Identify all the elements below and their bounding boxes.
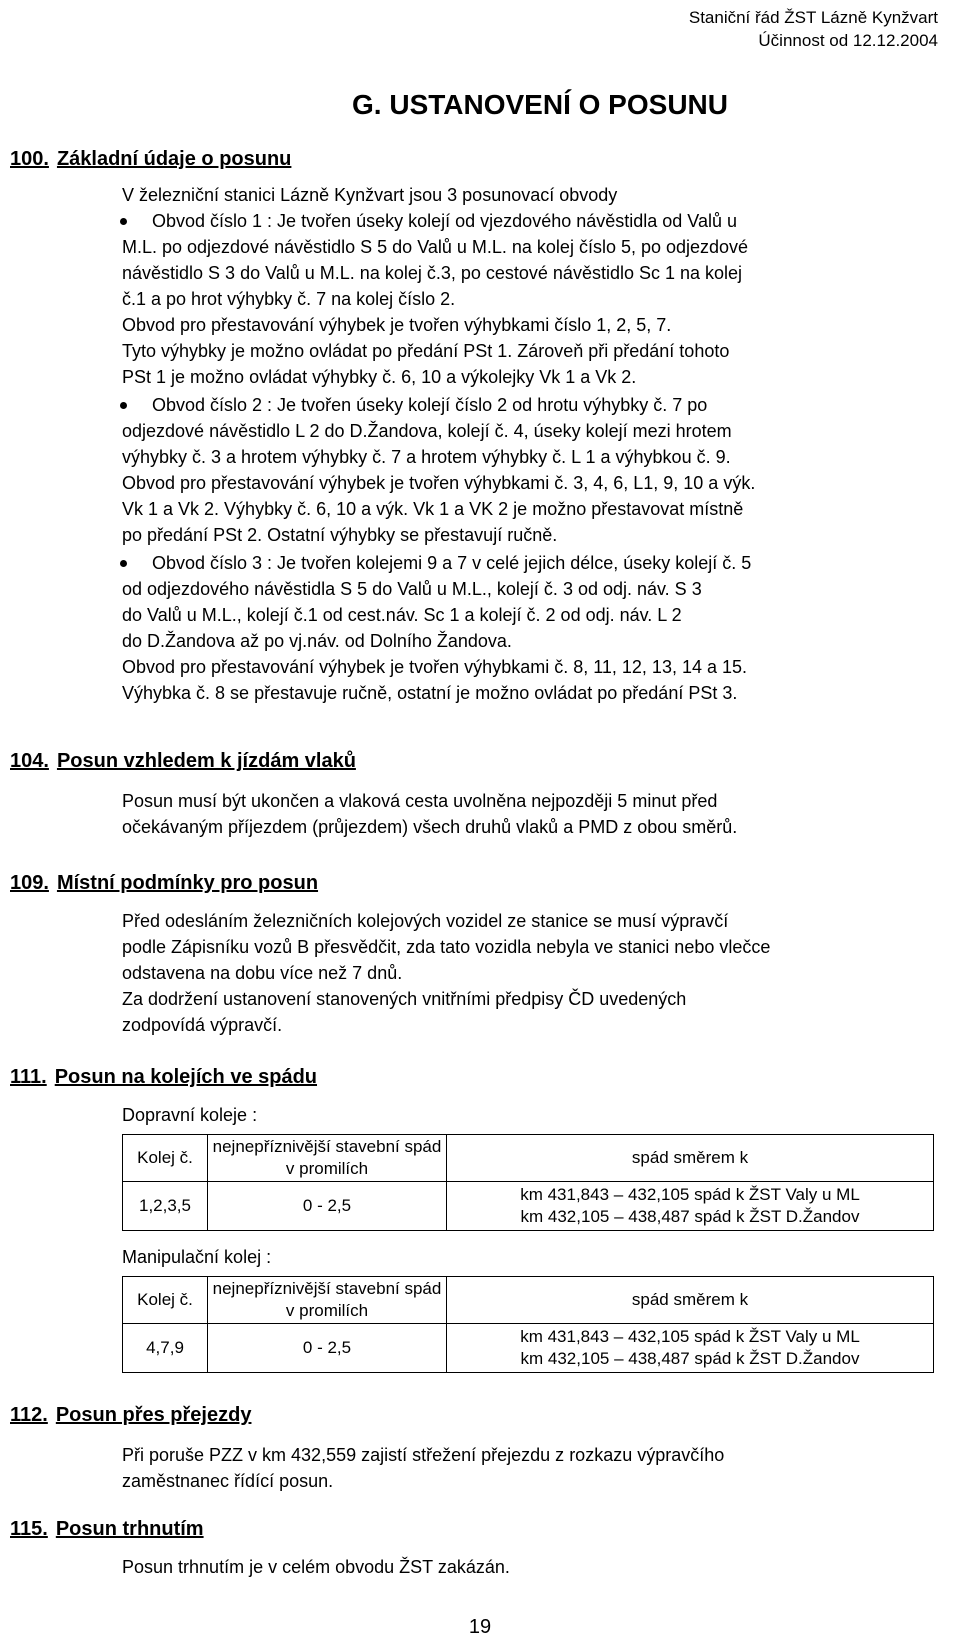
header-cell: Kolej č. — [123, 1135, 208, 1182]
text-line: Obvod číslo 1 : Je tvořen úseky kolejí od vjezdového návěstidla od Valů u — [152, 211, 738, 231]
text-line: Obvod pro přestavování výhybek je tvořen výhybkami č. 3, 4, 6, L1, 9, 10 a výk. — [122, 473, 756, 493]
text-line: odstavena na dobu více než 7 dnů. — [122, 963, 403, 983]
table-cell: 1,2,3,5 — [123, 1182, 208, 1231]
intro-text: V železniční stanici Lázně Kynžvart jsou 3 posunovací obvody — [122, 185, 618, 205]
table-cell — [447, 1324, 934, 1373]
table-cell — [447, 1182, 934, 1231]
text-line: zaměstnanec řídící posun. — [122, 1471, 334, 1491]
text-line: očekávaným příjezdem (průjezdem) všech druhů vlaků a PMD z obou směrů. — [122, 817, 738, 837]
text-line: Obvod číslo 2 : Je tvořen úseky kolejí číslo 2 od hrotu výhybky č. 7 po — [152, 395, 708, 415]
header-cell: nejnepříznivější stavební spád v promilích — [208, 1277, 447, 1324]
text-line: do Valů u M.L., kolejí č.1 od cest.náv. Sc 1 a kolejí č. 2 od odj. náv. L 2 — [122, 605, 682, 625]
header-cell: spád směrem k — [447, 1135, 934, 1182]
header-cell: Kolej č. — [123, 1277, 208, 1324]
section-title: Základní údaje o posunu — [56, 148, 292, 170]
header-cell: spád směrem k — [447, 1277, 934, 1324]
section-104-heading — [10, 748, 364, 774]
section-112-body — [122, 1442, 934, 1494]
table-header-row — [123, 1135, 934, 1182]
text-line: Posun trhnutím je v celém obvodu ŽST zakázán. — [122, 1557, 510, 1577]
text-line: Za dodržení ustanovení stanovených vnitřními předpisy ČD uvedených — [122, 989, 687, 1009]
section-number: 111. — [10, 1066, 47, 1088]
page-header — [689, 6, 938, 52]
gradient-table-manipulacni — [122, 1276, 934, 1373]
section-number: 109. — [10, 872, 49, 894]
direction-line: km 431,843 – 432,105 spád k ŽST Valy u ML — [520, 1185, 860, 1204]
effective-date: Účinnost od 12.12.2004 — [758, 31, 938, 50]
section-number: 104. — [10, 750, 49, 772]
table-label-manipulacni: Manipulační kolej : — [122, 1247, 272, 1267]
bullet-obvod-3 — [122, 550, 934, 706]
text-line: Obvod pro přestavování výhybek je tvořen výhybkami číslo 1, 2, 5, 7. — [122, 315, 672, 335]
text-line: Výhybka č. 8 se přestavuje ručně, ostatní je možno ovládat po předání PSt 3. — [122, 683, 738, 703]
section-115-body — [122, 1554, 934, 1580]
section-title: Posun na kolejích ve spádu — [54, 1066, 318, 1088]
text-line: od odjezdového návěstidla S 5 do Valů u M.L., kolejí č. 3 od odj. náv. S 3 — [122, 579, 702, 599]
direction-line: km 432,105 – 438,487 spád k ŽST D.Žandov — [520, 1207, 860, 1226]
text-line: Při poruše PZZ v km 432,559 zajistí střežení přejezdu z rozkazu výpravčího — [122, 1445, 725, 1465]
text-line: do D.Žandova až po vj.náv. od Dolního Žandova. — [122, 631, 512, 651]
text-line: Před odesláním železničních kolejových vozidel ze stanice se musí výpravčí — [122, 911, 729, 931]
table-header-row — [123, 1277, 934, 1324]
section-109-body — [122, 908, 934, 1038]
section-title: Místní podmínky pro posun — [56, 872, 319, 894]
section-112-heading — [10, 1402, 259, 1428]
section-title: Posun vzhledem k jízdám vlaků — [56, 750, 356, 772]
bullet-obvod-1 — [122, 208, 934, 390]
document-title: Staniční řád ŽST Lázně Kynžvart — [688, 8, 938, 27]
text-line: Tyto výhybky je možno ovládat po předání PSt 1. Zároveň při předání tohoto — [122, 341, 730, 361]
section-104-body — [122, 788, 934, 840]
text-line: Vk 1 a Vk 2. Výhybky č. 6, 10 a výk. Vk 1 a VK 2 je možno přestavovat místně — [122, 499, 744, 519]
table-cell: 4,7,9 — [123, 1324, 208, 1373]
text-line: M.L. po odjezdové návěstidlo S 5 do Valů u M.L. na kolej číslo 5, po odjezdové — [122, 237, 749, 257]
text-line: Obvod pro přestavování výhybek je tvořen výhybkami č. 8, 11, 12, 13, 14 a 15. — [122, 657, 748, 677]
section-100-heading — [10, 146, 299, 172]
text-line: návěstidlo S 3 do Valů u M.L. na kolej č.3, po cestové návěstidlo Sc 1 na kolej — [122, 263, 743, 283]
table-cell: 0 - 2,5 — [208, 1182, 447, 1231]
text-line: č.1 a po hrot výhybky č. 7 na kolej číslo 2. — [122, 289, 456, 309]
text-line: PSt 1 je možno ovládat výhybky č. 6, 10 a výkolejky Vk 1 a Vk 2. — [122, 367, 637, 387]
text-line: Posun musí být ukončen a vlaková cesta uvolněna nejpozději 5 minut před — [122, 791, 718, 811]
table-row — [123, 1324, 934, 1373]
section-number: 100. — [10, 148, 49, 170]
text-line: výhybky č. 3 a hrotem výhybky č. 7 a hrotem výhybky č. L 1 a výhybkou č. 9. — [122, 447, 731, 467]
direction-line: km 431,843 – 432,105 spád k ŽST Valy u ML — [520, 1327, 860, 1346]
text-line: po předání PSt 2. Ostatní výhybky se přestavují ručně. — [122, 525, 558, 545]
section-title: Posun trhnutím — [55, 1518, 204, 1540]
table-label-dopravni: Dopravní koleje : — [122, 1105, 258, 1125]
section-111-heading — [10, 1064, 325, 1090]
text-line: odjezdové návěstidlo L 2 do D.Žandova, kolejí č. 4, úseky kolejí mezi hrotem — [122, 421, 732, 441]
section-115-heading — [10, 1516, 212, 1542]
section-number: 115. — [10, 1518, 48, 1540]
table-row — [123, 1182, 934, 1231]
text-line: podle Zápisníku vozů B přesvědčit, zda tato vozidla nebyla ve stanici nebo vlečce — [122, 937, 771, 957]
text-line: Obvod číslo 3 : Je tvořen kolejemi 9 a 7 v celé jejich délce, úseky kolejí č. 5 — [152, 553, 752, 573]
header-cell: nejnepříznivější stavební spád v promilích — [208, 1135, 447, 1182]
chapter-title: G. USTANOVENÍ O POSUNU — [352, 89, 728, 120]
section-number: 112. — [10, 1404, 48, 1426]
direction-line: km 432,105 – 438,487 spád k ŽST D.Žandov — [520, 1349, 860, 1368]
gradient-table-dopravni — [122, 1134, 934, 1231]
text-line: zodpovídá výpravčí. — [122, 1015, 283, 1035]
section-100-body — [122, 182, 934, 706]
bullet-obvod-2 — [122, 392, 934, 548]
section-109-heading — [10, 870, 326, 896]
section-title: Posun přes přejezdy — [55, 1404, 252, 1426]
table-cell: 0 - 2,5 — [208, 1324, 447, 1373]
page-number: 19 — [468, 1616, 492, 1638]
